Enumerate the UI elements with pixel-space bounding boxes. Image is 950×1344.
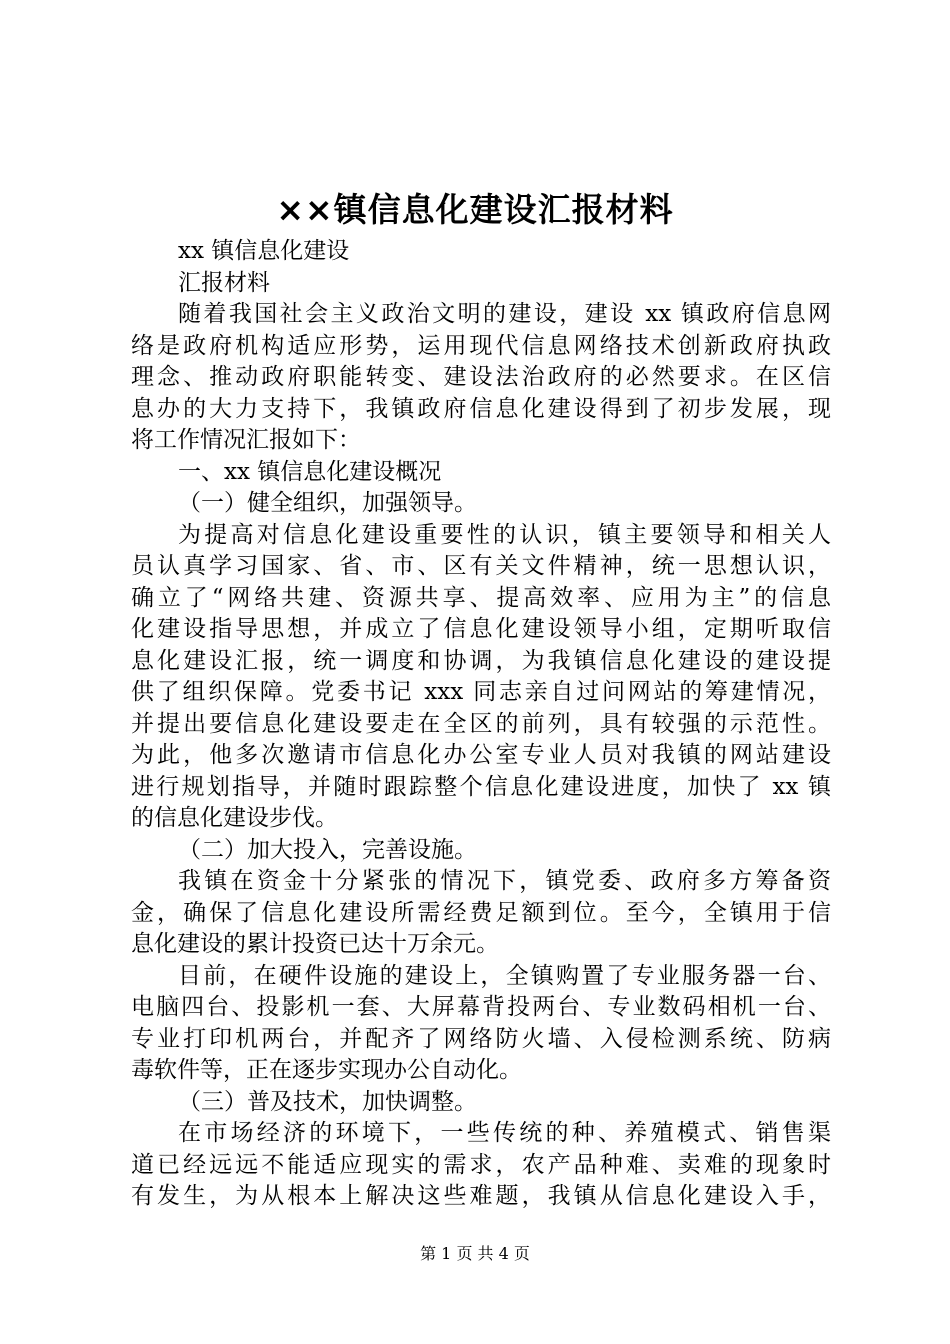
text-line: 并提出要信息化建设要走在全区的前列，具有较强的示范性。: [131, 710, 831, 737]
text-line: 进行规划指导，并随时跟踪整个信息化建设进度，加快了 xx 镇: [131, 773, 831, 800]
text-line: 供了组织保障。党委书记 xxx 同志亲自过问网站的筹建情况，: [131, 679, 831, 705]
text-line: （一）健全组织，加强领导。: [178, 490, 477, 516]
text-line: 电脑四台、投影机一套、大屏幕背投两台、专业数码相机一台、: [131, 994, 831, 1020]
document-title: ××镇信息化建设汇报材料: [276, 190, 674, 229]
document-body: [131, 236, 831, 1213]
text-line: 息化建设汇报，统一调度和协调，为我镇信息化建设的建设提: [131, 647, 831, 674]
text-line: 有发生，为从根本上解决这些难题，我镇从信息化建设入手，: [131, 1183, 831, 1209]
text-line: 息办的大力支持下，我镇政府信息化建设得到了初步发展，现: [131, 395, 831, 422]
text-line: 毒软件等，正在逐步实现办公自动化。: [131, 1057, 522, 1083]
text-line: 理念、推动政府职能转变、建设法治政府的必然要求。在区信: [131, 364, 831, 390]
text-line: 确立了“网络共建、资源共享、提高效率、应用为主”的信息: [131, 584, 831, 611]
text-line: 员认真学习国家、省、市、区有关文件精神，统一思想认识，: [131, 553, 831, 579]
text-line: 息化建设的累计投资已达十万余元。: [131, 931, 499, 957]
page-footer: 第 1 页 共 4 页: [420, 1244, 530, 1263]
text-line: （二）加大投入，完善设施。: [178, 836, 477, 863]
text-line: 化建设指导思想，并成立了信息化建设领导小组，定期听取信: [131, 616, 831, 642]
text-line: 为提高对信息化建设重要性的认识，镇主要领导和相关人: [178, 521, 831, 548]
text-line: 在市场经济的环境下，一些传统的种、养殖模式、销售渠: [178, 1120, 831, 1146]
text-line: 为此，他多次邀请市信息化办公室专业人员对我镇的网站建设: [131, 742, 831, 768]
text-line: 金，确保了信息化建设所需经费足额到位。至今，全镇用于信: [131, 899, 831, 926]
text-line: 的信息化建设步伐。: [131, 805, 338, 831]
text-line: 汇报材料: [178, 269, 270, 296]
text-line: 随着我国社会主义政治文明的建设，建设 xx 镇政府信息网: [178, 301, 831, 327]
text-line: （三）普及技术，加快调整。: [178, 1088, 477, 1115]
text-line: 目前，在硬件设施的建设上，全镇购置了专业服务器一台、: [178, 962, 831, 989]
text-line: 我镇在资金十分紧张的情况下，镇党委、政府多方筹备资: [178, 868, 831, 894]
text-line: 一、xx 镇信息化建设概况: [178, 458, 442, 485]
text-line: 络是政府机构适应形势，运用现代信息网络技术创新政府执政: [131, 332, 831, 359]
text-line: 将工作情况汇报如下：: [131, 427, 361, 453]
text-line: 专业打印机两台，并配齐了网络防火墙、入侵检测系统、防病: [131, 1025, 831, 1052]
text-line: 道已经远远不能适应现实的需求，农产品种难、卖难的现象时: [131, 1151, 831, 1178]
text-line: xx 镇信息化建设: [178, 238, 350, 264]
